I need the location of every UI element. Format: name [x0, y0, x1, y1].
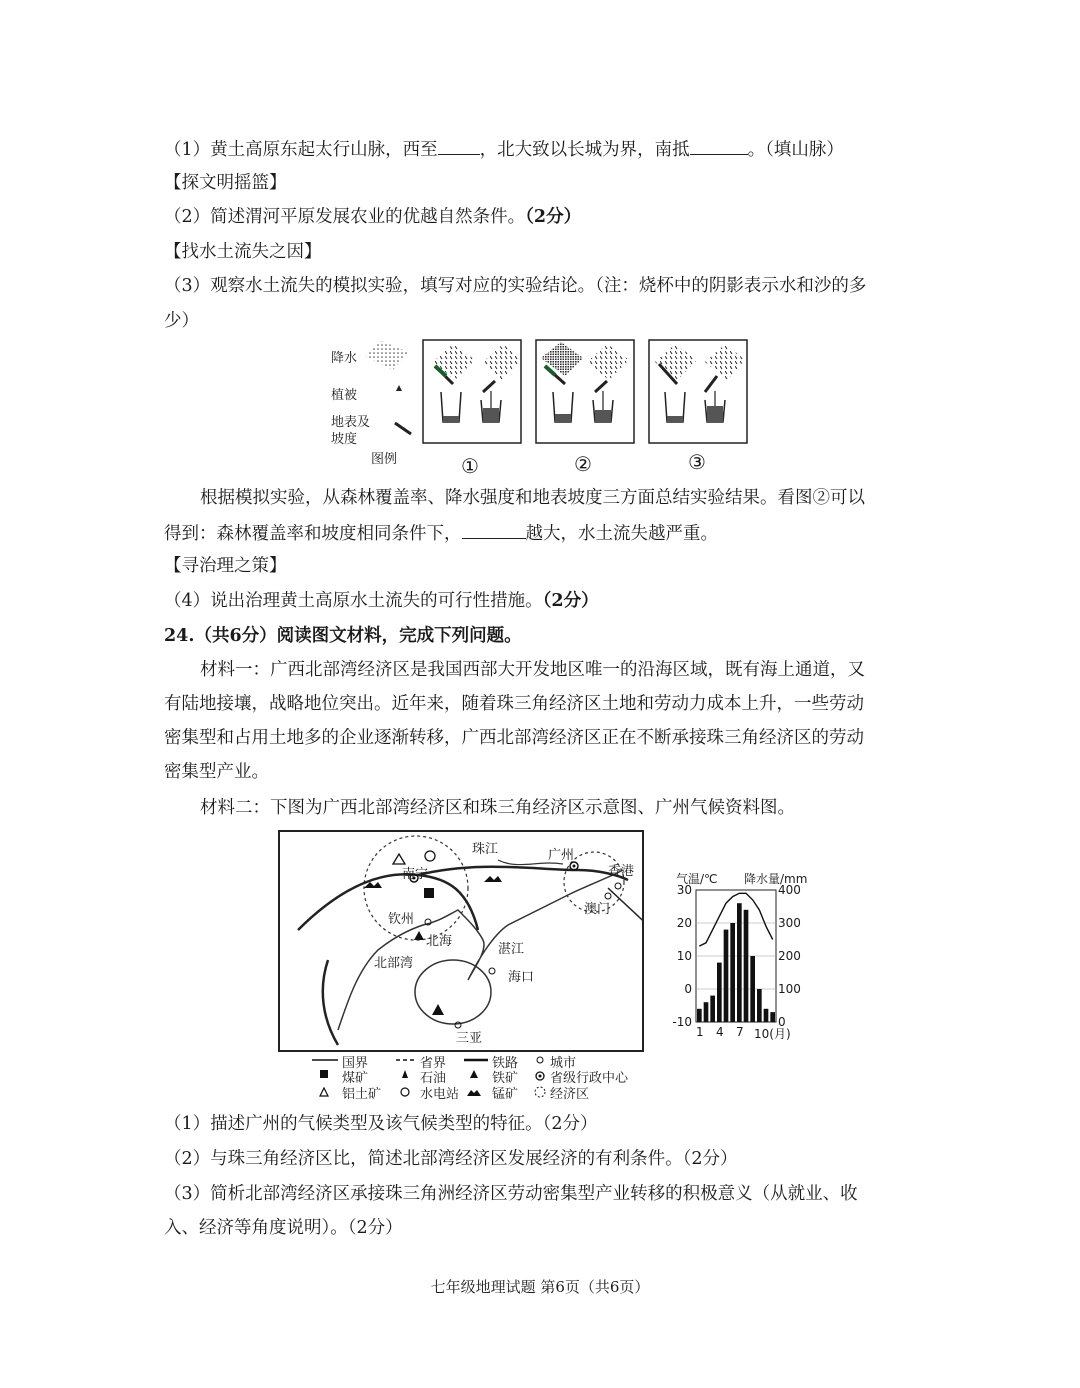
- coal-legend-icon: [320, 1070, 328, 1078]
- coal-mine-icon: [424, 888, 434, 898]
- tree-legend-icon: [396, 385, 402, 391]
- q24-2: （2）与珠三角经济区比，简述北部湾经济区发展经济的有利条件。（2分）: [164, 1149, 738, 1169]
- temp-tick: -10: [672, 1015, 692, 1029]
- material-1-line: 密集型和占用土地多的企业逐渐转移，广西北部湾经济区正在不断承接珠三角经济区的劳动: [164, 728, 864, 748]
- precip-bar: [697, 1009, 702, 1022]
- legend-label: 国界: [342, 1056, 369, 1071]
- conclusion-line2: 得到：森林覆盖率和坡度相同条件下， 越大，水土流失越严重。: [164, 520, 718, 546]
- precip-bar: [770, 1012, 775, 1022]
- river-label: 珠江: [472, 842, 499, 857]
- answer-blank-west[interactable]: [438, 136, 480, 155]
- legend-veg-label: 植被: [331, 388, 358, 403]
- iron-legend-icon: [470, 1070, 478, 1078]
- precip-bar: [730, 923, 735, 1022]
- month-tick: 7: [736, 1025, 744, 1039]
- precip-bar: [717, 963, 722, 1022]
- precip-tick: 200: [778, 949, 801, 963]
- bauxite-legend-icon: [320, 1088, 328, 1096]
- answer-blank-south[interactable]: [690, 136, 748, 155]
- legend-rain-label: 降水: [331, 351, 358, 366]
- legend-label: 省界: [420, 1056, 447, 1071]
- legend-label: 石油: [420, 1071, 447, 1086]
- q23-4: （4）说出治理黄土高原水土流失的可行性措施。（2分）: [164, 591, 599, 611]
- legend-label: 省级行政中心: [550, 1071, 629, 1086]
- experiment-figure: [325, 336, 755, 480]
- conclusion-line1: 根据模拟实验，从森林覆盖率、降水强度和地表坡度三方面总结实验结果。看图②可以: [200, 488, 865, 508]
- city-legend-icon: [537, 1057, 543, 1063]
- map-legend: [310, 1052, 670, 1100]
- precip-bar: [710, 996, 715, 1022]
- legend-label: 水电站: [420, 1087, 460, 1102]
- slope-legend-icon: [395, 423, 411, 434]
- legend-slope-label-2: 坡度: [331, 432, 358, 447]
- legend-label: 铝土矿: [342, 1087, 382, 1102]
- precip-axis-label: 降水量/mm: [744, 872, 808, 886]
- section-heading: 【寻治理之策】: [164, 556, 287, 576]
- q23-2: （2）简述渭河平原发展农业的优越自然条件。（2分）: [164, 207, 582, 227]
- panel-1-number: ①: [461, 454, 479, 478]
- precip-bar: [724, 930, 729, 1022]
- q23-1: （1）黄土高原东起太行山脉，西至 ，北大致以长城为界，南抵 。（填山脉）: [164, 136, 844, 162]
- precip-bar: [744, 910, 749, 1022]
- legend-label: 铁矿: [492, 1071, 519, 1086]
- material-1-line: 材料一：广西北部湾经济区是我国西部大开发地区唯一的沿海区域，既有海上通道，又: [200, 660, 865, 680]
- hydropower-legend-icon: [401, 1088, 409, 1096]
- precip-tick: 100: [778, 982, 801, 996]
- city-label: 湛江: [498, 942, 525, 957]
- legend-slope-label: 地表及: [331, 415, 371, 430]
- oil-legend-icon: [402, 1070, 408, 1078]
- climate-chart: [670, 870, 820, 1040]
- zone-legend-icon: [535, 1087, 545, 1097]
- precip-bar: [750, 956, 755, 1022]
- temp-tick: 10: [676, 949, 692, 963]
- city-label: 海口: [508, 970, 535, 985]
- q24-heading: 24.（共6分）阅读图文材料，完成下列问题。: [164, 626, 522, 646]
- region-map: [278, 830, 644, 1052]
- temp-tick: 20: [676, 916, 692, 930]
- city-label: 香港: [608, 864, 635, 879]
- city-label: 北海: [426, 934, 453, 949]
- legend-label: 城市: [550, 1056, 577, 1071]
- month-tick: 1: [696, 1025, 704, 1039]
- precip-bar: [704, 1002, 709, 1022]
- page-footer: 七年级地理试题 第6页（共6页）: [430, 1278, 650, 1296]
- city-label: 广州: [548, 848, 575, 863]
- legend-label: 锰矿: [492, 1087, 519, 1102]
- temp-axis-label: 气温/℃: [676, 872, 718, 886]
- material-2-line: 材料二：下图为广西北部湾经济区和珠三角经济区示意图、广州气候资料图。: [200, 798, 795, 818]
- panel-1-drawing: [433, 344, 521, 422]
- month-tick: 4: [716, 1025, 724, 1039]
- q23-3-line1: （3）观察水土流失的模拟实验，填写对应的实验结论。（注：烧杯中的阴影表示水和沙的多: [164, 276, 867, 296]
- precip-bar: [737, 903, 742, 1022]
- q24-3-line2: 入、经济等角度说明）。（2分）: [164, 1218, 403, 1238]
- material-1-line: 有陆地接壤，战略地位突出。近年来，随着珠三角经济区土地和劳动力成本上升，一些劳动: [164, 694, 864, 714]
- section-heading: 【找水土流失之因】: [164, 242, 322, 262]
- city-label: 南宁: [402, 867, 429, 882]
- city-label: 澳门: [584, 902, 611, 917]
- panel-2-drawing: [541, 342, 629, 422]
- material-1-line: 密集型产业。: [164, 762, 269, 782]
- rain-legend-icon: [365, 341, 409, 370]
- city-label: 钦州: [388, 912, 415, 927]
- legend-label: 经济区: [550, 1087, 590, 1102]
- temp-tick: 30: [676, 883, 692, 897]
- manganese-legend-icon: [467, 1090, 481, 1096]
- precip-tick: 0: [778, 1015, 786, 1029]
- climate-plot: [670, 870, 820, 1040]
- q24-3-line1: （3）简析北部湾经济区承接珠三角洲经济区劳动密集型产业转移的积极意义（从就业、收: [164, 1184, 858, 1204]
- section-heading: 【探文明摇篮】: [164, 173, 287, 193]
- precip-tick: 400: [778, 883, 801, 897]
- q24-1: （1）描述广州的气候类型及该气候类型的特征。（2分）: [164, 1114, 598, 1134]
- panel-3-drawing: [655, 344, 745, 422]
- precip-tick: 300: [778, 916, 801, 930]
- legend-label: 铁路: [492, 1056, 519, 1071]
- temp-tick: 0: [684, 982, 692, 996]
- precip-bar: [757, 989, 762, 1022]
- city-label: 三亚: [456, 1031, 483, 1046]
- legend-title: 图例: [371, 452, 398, 467]
- panel-2-number: ②: [574, 452, 592, 476]
- answer-blank-conclusion[interactable]: [462, 520, 526, 539]
- q23-3-line2: 少）: [164, 311, 199, 331]
- map-drawing: [278, 830, 644, 1052]
- sea-label: 北部湾: [374, 956, 414, 971]
- legend-label: 煤矿: [342, 1071, 369, 1086]
- temperature-line: [699, 893, 772, 946]
- precip-bar: [764, 1009, 769, 1022]
- month-tick: 10(月): [754, 1027, 791, 1041]
- panel-3-number: ③: [688, 450, 706, 474]
